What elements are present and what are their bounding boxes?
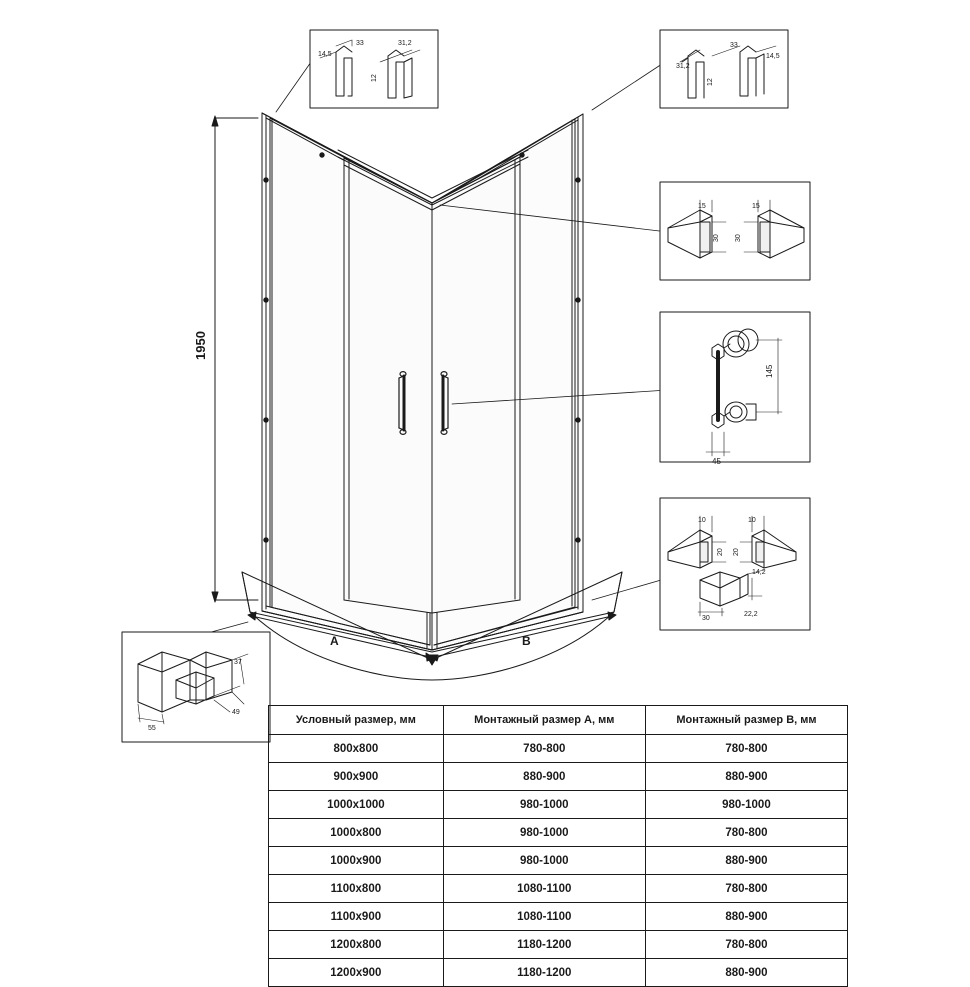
table-body: [269, 735, 848, 987]
cell-b: 880-900: [645, 847, 847, 875]
svg-text:15: 15: [698, 203, 706, 210]
table-row: [269, 763, 848, 791]
detail-box-profile: [660, 182, 810, 280]
cell-nominal: 1000х900: [269, 847, 444, 875]
svg-text:30: 30: [713, 234, 720, 242]
cell-b: 880-900: [645, 959, 847, 987]
cell-a: 980-1000: [443, 819, 645, 847]
cell-b: 880-900: [645, 763, 847, 791]
table-header-b: Монтажный размер B, мм: [645, 706, 847, 735]
cell-b: 780-800: [645, 819, 847, 847]
svg-text:37: 37: [234, 659, 242, 666]
svg-text:14,5: 14,5: [766, 53, 780, 60]
svg-text:33: 33: [730, 42, 738, 49]
svg-text:20: 20: [717, 548, 724, 556]
svg-text:10: 10: [748, 517, 756, 524]
table-header-a: Монтажный размер A, мм: [443, 706, 645, 735]
table-row: [269, 931, 848, 959]
table-row: [269, 819, 848, 847]
cell-nominal: 1000х1000: [269, 791, 444, 819]
svg-text:145: 145: [765, 364, 774, 378]
svg-text:10: 10: [698, 517, 706, 524]
svg-text:30: 30: [702, 615, 710, 622]
cell-a: 980-1000: [443, 847, 645, 875]
cell-b: 780-800: [645, 875, 847, 903]
cell-a: 1180-1200: [443, 931, 645, 959]
detail-box-top-right: [660, 30, 788, 108]
svg-text:55: 55: [148, 725, 156, 732]
svg-text:15: 15: [752, 203, 760, 210]
cell-a: 780-800: [443, 735, 645, 763]
cell-b: 880-900: [645, 903, 847, 931]
table-row: [269, 847, 848, 875]
sizes-table: [268, 705, 848, 987]
svg-text:31,2: 31,2: [676, 63, 690, 70]
cell-b: 780-800: [645, 931, 847, 959]
table-row: [269, 735, 848, 763]
detail-box-handle: [660, 312, 810, 466]
table-row: [269, 959, 848, 987]
detail-box-top-left: [310, 30, 438, 108]
table-row: [269, 903, 848, 931]
cell-b: 780-800: [645, 735, 847, 763]
table-row: [269, 791, 848, 819]
cell-nominal: 1000х800: [269, 819, 444, 847]
svg-text:14,2: 14,2: [752, 569, 766, 576]
svg-text:22,2: 22,2: [744, 611, 758, 618]
cell-a: 980-1000: [443, 791, 645, 819]
dimension-height-label: 1950: [193, 331, 208, 360]
cell-a: 1180-1200: [443, 959, 645, 987]
table-header-nominal: Условный размер, мм: [269, 706, 444, 735]
cell-nominal: 900х900: [269, 763, 444, 791]
dimension-a-label: A: [330, 634, 339, 648]
cell-a: 1080-1100: [443, 903, 645, 931]
detail-box-bracket: [122, 632, 270, 742]
svg-text:20: 20: [733, 548, 740, 556]
cell-nominal: 1100х900: [269, 903, 444, 931]
cell-a: 1080-1100: [443, 875, 645, 903]
table-row: [269, 875, 848, 903]
svg-text:14,5: 14,5: [318, 51, 332, 58]
detail-box-corner: [660, 498, 810, 630]
cell-nominal: 1200х900: [269, 959, 444, 987]
table-header-row: [269, 706, 848, 735]
dimension-height: [212, 116, 258, 602]
svg-text:45: 45: [712, 457, 721, 466]
cell-a: 880-900: [443, 763, 645, 791]
cell-nominal: 800х800: [269, 735, 444, 763]
svg-text:30: 30: [735, 234, 742, 242]
svg-text:33: 33: [356, 40, 364, 47]
cell-nominal: 1100х800: [269, 875, 444, 903]
cell-nominal: 1200х800: [269, 931, 444, 959]
svg-text:49: 49: [232, 709, 240, 716]
svg-text:31,2: 31,2: [398, 40, 412, 47]
svg-text:12: 12: [371, 74, 378, 82]
svg-text:12: 12: [707, 78, 714, 86]
dimension-b-label: B: [522, 634, 531, 648]
cell-b: 980-1000: [645, 791, 847, 819]
